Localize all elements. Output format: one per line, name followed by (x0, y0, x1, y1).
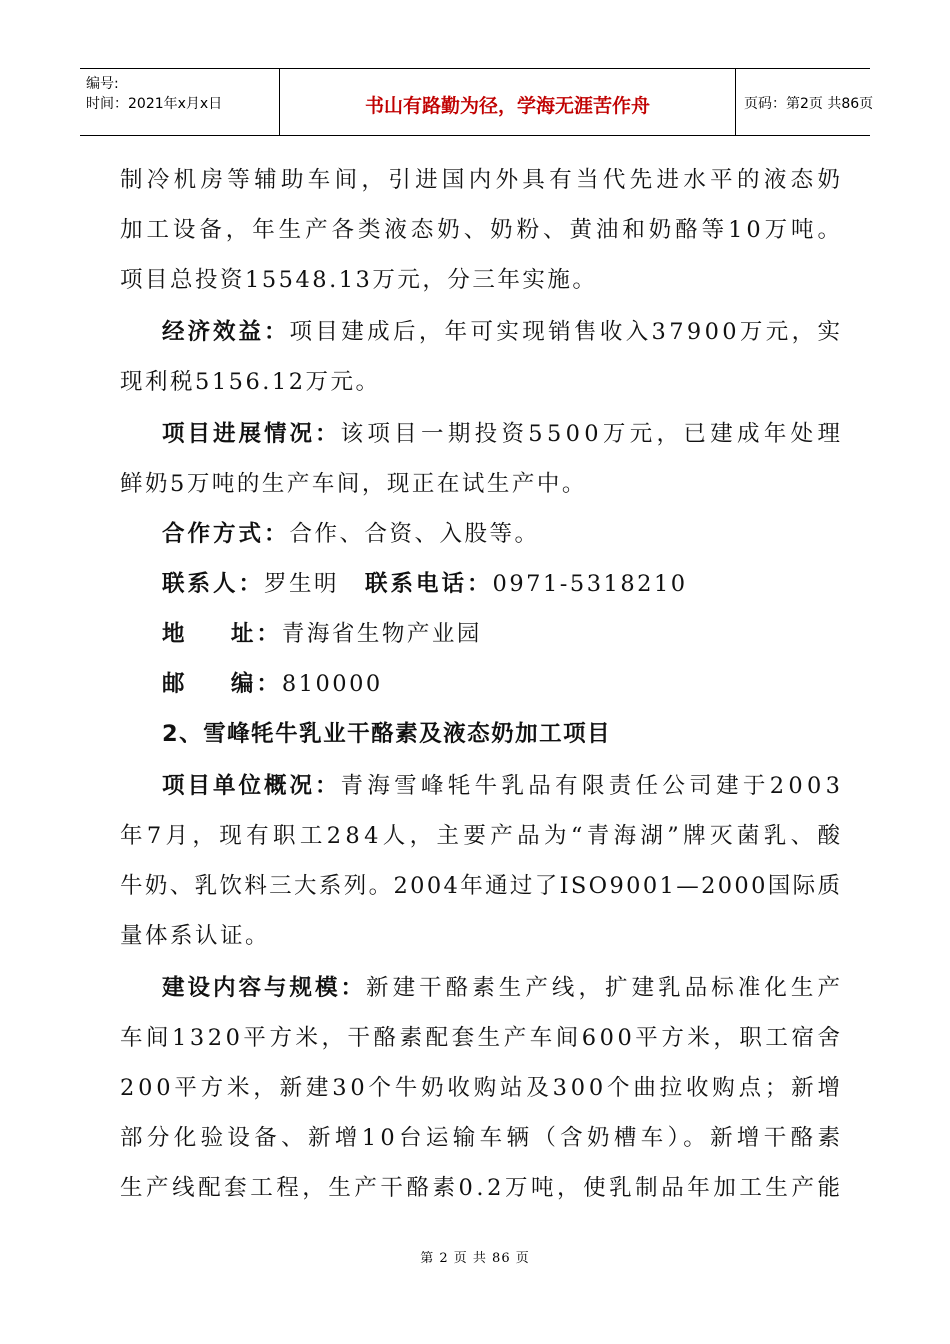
cooperation-label: 合作方式： (162, 521, 290, 547)
text-run: 年7月，现有职工284人，主要产品为“青海湖”牌灭菌乳、酸 (120, 823, 845, 849)
header-right-cell (736, 69, 874, 135)
text-run: 该项目一期投资5500万元，已建成年处理 (340, 421, 845, 447)
paragraph-line (120, 210, 844, 250)
economic-benefit-label: 经济效益： (162, 319, 290, 345)
cooperation-value: 合作、合资、入股等。 (289, 521, 540, 547)
text-run: 车间1320平方米，干酪素配套生产车间600平方米，职工宿舍 (120, 1025, 844, 1051)
text-run: 200平方米，新建30个牛奶收购站及300个曲拉收购点；新增 (120, 1075, 844, 1101)
project-unit-line (162, 766, 845, 806)
postcode-label: 邮 编： (162, 671, 282, 697)
paragraph-line: 项目总投资15548.13万元，分三年实施。 (120, 267, 598, 293)
text-run: 牛奶、乳饮料三大系列。2004年通过了ISO9001—2000国际质 (120, 873, 843, 899)
cooperation-line (162, 514, 540, 554)
paragraph-line (120, 816, 845, 856)
paragraph-line: 量体系认证。 (120, 923, 271, 949)
text-run: 生产线配套工程，生产干酪素0.2万吨，使乳制品年加工生产能 (120, 1175, 844, 1201)
paragraph-line (120, 1018, 844, 1058)
paragraph-line (120, 1068, 844, 1108)
text-run: 青海雪峰牦牛乳品有限责任公司建于2003 (340, 773, 845, 799)
text-run: 部分化验设备、新增10台运输车辆（含奶槽车）。新增干酪素 (120, 1125, 845, 1151)
contact-line (162, 564, 688, 604)
section-2-title: 2、雪峰牦牛乳业干酪素及液态奶加工项目 (162, 721, 612, 747)
text-run: 制冷机房等辅助车间，引进国内外具有当代先进水平的液态奶 (120, 167, 845, 193)
construction-scope-label: 建设内容与规模： (162, 975, 367, 1001)
header-motto: 书山有路勤为径，学海无涯苦作舟 (364, 95, 650, 117)
paragraph-line (120, 160, 845, 200)
phone-value: 0971-5318210 (492, 571, 688, 597)
address-value: 青海省生物产业园 (281, 621, 482, 647)
paragraph-line: 现利税5156.12万元。 (120, 369, 381, 395)
paragraph-line (120, 866, 843, 906)
postcode-line (162, 664, 383, 704)
contact-label: 联系人： (162, 571, 265, 597)
document-time-label: 时间：2021年x月x日 (86, 96, 223, 112)
postcode-value: 810000 (281, 671, 383, 697)
address-label: 地 址： (162, 621, 282, 647)
address-line (162, 614, 482, 654)
header-middle-cell (280, 69, 736, 135)
construction-scope-line (162, 968, 845, 1008)
header-page-info: 页码：第2页 共86页 (744, 96, 874, 112)
phone-label: 联系电话： (365, 571, 493, 597)
text-run: 项目建成后，年可实现销售收入37900万元，实 (289, 319, 844, 345)
economic-benefit-line (162, 312, 844, 352)
page-header (80, 68, 874, 136)
project-progress-label: 项目进展情况： (162, 421, 341, 447)
paragraph-line: 鲜奶5万吨的生产车间，现正在试生产中。 (120, 471, 587, 497)
text-run: 加工设备，年生产各类液态奶、奶粉、黄油和奶酪等10万吨。 (120, 217, 844, 243)
paragraph-line (120, 1168, 844, 1208)
document-code-label: 编号: (86, 76, 119, 92)
project-progress-line (162, 414, 845, 454)
header-left-cell (80, 69, 280, 135)
project-unit-label: 项目单位概况： (162, 773, 341, 799)
paragraph-line (120, 1118, 845, 1158)
text-run: 新建干酪素生产线，扩建乳品标准化生产 (366, 975, 845, 1001)
page-footer: 第 2 页 共 86 页 (420, 1251, 530, 1266)
contact-value: 罗生明 (264, 571, 340, 597)
